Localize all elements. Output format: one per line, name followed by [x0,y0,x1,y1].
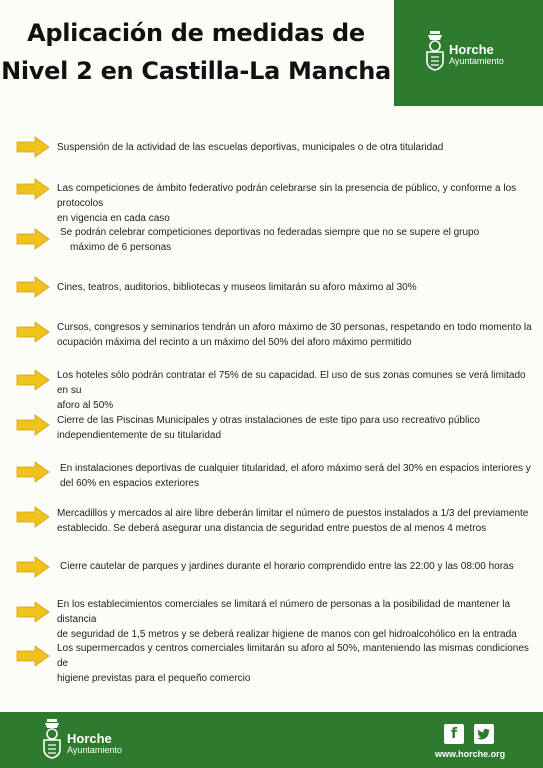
footer-brand-subtitle: Ayuntamiento [67,745,122,755]
page-title [0,14,392,90]
brand-name: Horche [449,42,494,57]
list-item-text [57,368,535,413]
list-item-text [60,559,538,574]
list-item-line: Los supermercados y centros comerciales limitarán su aforo al 50%, manteniendo las mismas condiciones de [57,643,529,669]
list-item-line: Se podrán celebrar competiciones deportivas no federadas siempre que no se supere el grupo [60,227,480,238]
coat-of-arms-icon [41,718,63,760]
list-item-line: Las competiciones de ámbito federativo podrán celebrarse sin la presencia de público, y conforme a los protocolos [57,183,517,209]
arrow-right-icon [16,276,50,298]
title-line-1: Aplicación de medidas de [27,19,365,47]
list-item-text [57,320,535,350]
footer-brand-name: Horche [67,731,112,746]
arrow-right-icon [16,506,50,528]
header [0,0,543,106]
arrow-right-icon [16,321,50,343]
list-item-line: higiene previstas para el pequeño comercio [57,673,251,684]
arrow-right-icon [16,461,50,483]
list-item-text [57,140,535,155]
twitter-icon[interactable] [474,724,494,744]
list-item-line: Cierre de las Piscinas Municipales y otras instalaciones de este tipo para uso recreativo público [57,415,480,426]
list-item-line: Los hoteles sólo podrán contratar el 75% de su capacidad. El uso de sus zonas comunes se verá limitado en su [57,370,526,396]
brand-subtitle: Ayuntamiento [449,56,504,66]
arrow-right-icon [16,369,50,391]
facebook-icon[interactable] [444,724,464,744]
arrow-right-icon [16,228,50,250]
coat-of-arms-icon [424,31,446,71]
arrow-right-icon [16,556,50,578]
list-item-text [57,641,535,686]
facebook-glyph: f [450,726,458,742]
list-item-text [60,461,538,491]
list-item-line: Mercadillos y mercados al aire libre deberán limitar el número de puestos instalados a 1/3 del previamente [57,508,529,519]
list-item-line: Cursos, congresos y seminarios tendrán un aforo máximo de 30 personas, respetando en todo momento la [57,322,532,333]
list-item-line: Cierre cautelar de parques y jardines durante el horario comprendido entre las 22:00 y las 08:00 horas [60,561,514,572]
arrow-right-icon [16,414,50,436]
brand-wordmark [449,43,504,67]
list-item-line: máximo de 6 personas [70,242,172,253]
list-item-text [57,506,535,536]
list-item-line: del 60% en espacios exteriores [60,478,199,489]
brand-box [394,0,543,106]
list-item-text [57,280,535,295]
arrow-right-icon [16,601,50,623]
twitter-bird-glyph [474,724,494,744]
list-item-text [57,413,535,443]
list-item-line: En los establecimientos comerciales se limitará el número de personas a la posibilidad de mantener la distancia [57,599,511,625]
list-item-line: Suspensión de la actividad de las escuelas deportivas, municipales o de otra titularidad [57,142,444,153]
list-item-line: ocupación máxima del recinto a un máximo del 50% del aforo máximo permitido [57,337,412,348]
arrow-right-icon [16,178,50,200]
list-item-line: en vigencia en cada caso [57,213,170,224]
list-item-line: aforo al 50% [57,400,114,411]
arrow-right-icon [16,136,50,158]
list-item-line: establecido. Se deberá asegurar una distancia de seguridad entre puestos de al menos 4 metros [57,523,487,534]
footer [0,712,543,768]
list-item-text [57,597,535,642]
list-item-line: de seguridad de 1,5 metros y se deberá realizar higiene de manos con gel hidroalcohólico en la entrada [57,629,517,640]
website-link[interactable]: www.horche.org [435,749,506,759]
list-item-line: En instalaciones deportivas de cualquier titularidad, el aforo máximo será del 30% en espacios interiores y [60,463,531,474]
list-item-text [57,181,535,226]
title-line-2: Nivel 2 en Castilla-La Mancha [1,57,391,85]
list-item-text [60,225,538,255]
list-item-line: Cines, teatros, auditorios, bibliotecas y museos limitarán su aforo máximo al 30% [57,282,417,293]
arrow-right-icon [16,645,50,667]
list-item-line: independientemente de su titularidad [57,430,222,441]
footer-wordmark [67,732,122,756]
